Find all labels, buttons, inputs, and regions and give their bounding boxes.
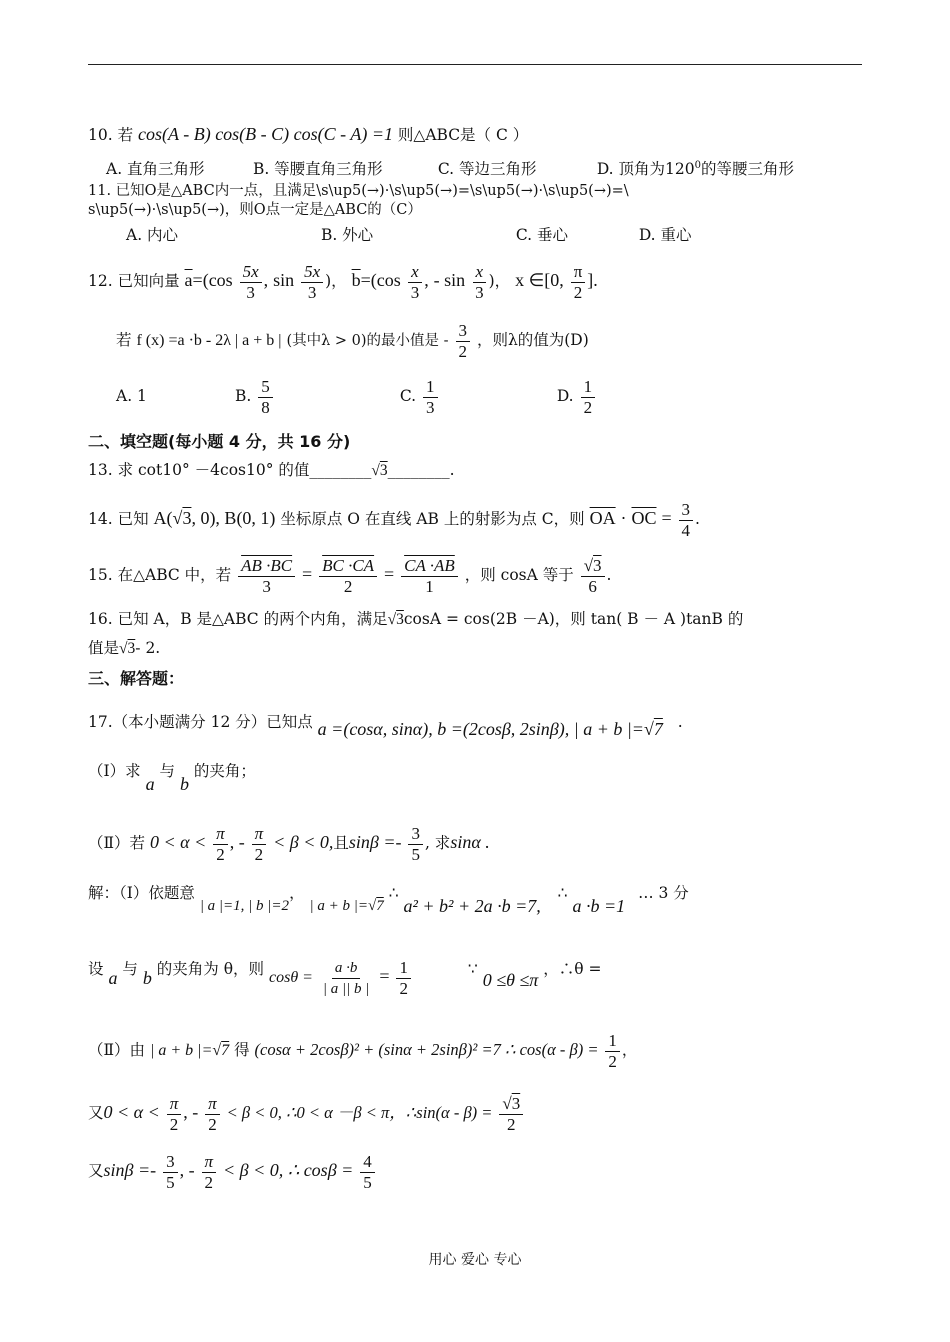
math-expression: cosθ = — [268, 969, 313, 986]
vector-a: a — [145, 774, 155, 794]
solution-text: （Ⅱ）由 — [88, 1041, 146, 1059]
math-expression: =(cos — [192, 270, 233, 290]
therefore-symbol: ∴ — [388, 884, 399, 902]
math-expression: , - — [229, 832, 245, 852]
fraction — [472, 262, 487, 303]
denominator: 6 — [588, 576, 597, 596]
option-a: A. 直角三角形 — [106, 160, 205, 179]
radicand: 3 — [182, 508, 192, 528]
score-note: … 3 分 — [638, 884, 689, 902]
math-expression: )， — [488, 272, 511, 290]
denominator: 1 — [425, 576, 434, 596]
radicand: 3 — [396, 611, 404, 628]
fraction — [167, 1094, 182, 1135]
math-expression: , 0), B(0, 1) — [191, 508, 276, 528]
equals: = — [379, 966, 390, 986]
vector-b: b — [142, 968, 152, 988]
denominator: 2 — [573, 282, 583, 302]
sqrt: √7 — [643, 719, 663, 739]
fraction — [252, 824, 267, 865]
question-14 — [88, 496, 880, 541]
option-b: B. 外心 — [320, 226, 374, 244]
solution-text: 得 — [234, 1041, 250, 1059]
top-rule — [88, 64, 862, 65]
question-number: 12. — [88, 272, 113, 290]
denominator: 2 — [208, 1114, 217, 1134]
math-expression — [150, 1042, 229, 1059]
solution-line-3 — [88, 1028, 880, 1073]
question-10 — [88, 124, 880, 145]
sqrt: √7 — [212, 1042, 230, 1059]
math-expression: a² + b² + 2a ·b =7, — [403, 896, 541, 916]
numerator: 5x — [301, 262, 323, 283]
question-12 — [88, 258, 880, 303]
math-expression: sinβ =- — [103, 1160, 157, 1180]
numerator: √3 — [581, 556, 605, 577]
solution-text: 设 — [88, 960, 104, 978]
question-11-line-2: s\up5(→)·\s\up5(→)，则O点一定是△ABC的（C） — [88, 202, 422, 218]
radicand: 7 — [221, 1042, 230, 1059]
option-label: B. — [234, 387, 252, 405]
period: . — [606, 566, 612, 584]
denominator: 8 — [261, 397, 270, 417]
radicand: 7 — [653, 719, 663, 739]
fraction — [408, 824, 423, 865]
option-d-text: D. 顶角为120 — [596, 160, 695, 179]
denominator: 3 — [246, 282, 255, 302]
fraction — [571, 262, 586, 303]
math-expression: )， — [325, 272, 347, 290]
math-expression: < β < 0, — [273, 832, 334, 852]
option-label: D. — [556, 387, 574, 405]
vector-a: a — [108, 968, 118, 988]
numerator: 1 — [423, 377, 438, 398]
math-expression: A( — [153, 508, 173, 528]
question-text: 13. 求 cot10° －4cos10° 的值________ — [88, 461, 372, 479]
fraction — [423, 377, 438, 418]
math-expression: sinβ =- — [348, 832, 402, 852]
vector-oa: $\overline{OA}$ — [589, 508, 616, 528]
solution-text: ，∴θ = — [543, 960, 602, 978]
numerator: 3 — [408, 824, 423, 845]
numerator: 5 — [258, 377, 273, 398]
question-text: 与 — [159, 762, 176, 780]
option-b: B. 等腰直角三角形 — [252, 160, 383, 179]
solution-text: 又 — [88, 1104, 104, 1122]
solution-text: ， — [621, 1041, 638, 1059]
vector-oc: $\overline{OC}$ — [631, 508, 657, 528]
numerator: π — [213, 824, 228, 845]
question-text: 值是 — [88, 639, 120, 657]
sqrt: √3 — [119, 640, 136, 657]
math-expression: cos(A - B) cos(B - C) cos(C - A) =1 — [138, 124, 393, 144]
fraction — [605, 1031, 620, 1072]
question-text: 已知 — [117, 510, 149, 528]
question-text: (其中λ > 0)的最小值是 - — [286, 333, 449, 349]
question-text: 若 — [117, 126, 134, 144]
option-c: C. 等边三角形 — [437, 160, 537, 179]
math-expression — [310, 898, 384, 914]
denominator: 2 — [507, 1114, 516, 1134]
solution-text: 解：（Ⅰ）依题意 — [88, 884, 195, 902]
fraction — [319, 556, 377, 597]
solution-line-2 — [88, 946, 880, 998]
question-text: （Ⅰ）求 — [88, 762, 141, 780]
dot-operator: · — [620, 508, 627, 528]
question-17-part-1 — [88, 760, 880, 794]
numerator: 5x — [240, 262, 262, 283]
solution-line-1 — [88, 880, 880, 916]
question-12-options — [116, 374, 880, 418]
question-number: 10. — [88, 126, 113, 144]
denominator: 3 — [475, 282, 484, 302]
math-expression: sin — [273, 270, 295, 290]
math-expression: a ·b =1 — [572, 896, 626, 916]
question-text: 16. 已知 A，B 是△ABC 的两个内角，满足 — [88, 610, 388, 628]
sqrt: √3 — [172, 508, 192, 528]
period: . — [695, 510, 700, 528]
solution-text: 与 — [122, 960, 138, 978]
numerator: 1 — [581, 377, 596, 398]
question-17 — [88, 703, 880, 740]
therefore-symbol: ∴ — [557, 884, 568, 902]
radicand: 3 — [127, 640, 136, 657]
numerator: π — [571, 262, 586, 283]
vector-b: $\overline{b}$ — [351, 270, 361, 290]
denominator: 3 — [262, 576, 271, 596]
fraction — [581, 556, 605, 597]
denominator: 2 — [608, 1051, 617, 1071]
question-15: 15. 在△ABC 中，若 $\frac{AB \cdot BC}{3}$ = $\frac{BC \cdot CA}{2}$ = $\frac{CA \cdot AB}{1}$ ，则 cosA 等于 $\frac{√3}{6}$ . — [88, 555, 612, 596]
question-text: （Ⅱ）若 — [88, 834, 146, 852]
question-10-options — [106, 156, 880, 179]
question-text: 15. 在△ABC 中，若 — [88, 566, 232, 584]
denominator: 2 — [583, 397, 593, 417]
vector-a: $\overline{a}$ — [184, 270, 193, 290]
denominator: 2 — [343, 576, 353, 596]
question-text: 且 — [333, 834, 349, 852]
math-expression: 0 ≤θ ≤π — [482, 970, 539, 990]
question-text: 的夹角； — [193, 762, 256, 780]
fraction — [163, 1152, 178, 1193]
option-d — [557, 374, 597, 418]
denominator: 3 — [307, 282, 317, 302]
solution-line-5 — [88, 1148, 880, 1193]
question-number: 14. — [88, 510, 113, 528]
denominator: 2 — [399, 978, 408, 998]
solution-text: 的夹角为 θ，则 — [156, 960, 265, 978]
question-text: cosA = cos(2B －A)，则 tan( B － A )tanB 的 — [403, 610, 744, 628]
fraction — [258, 377, 273, 418]
fraction — [679, 500, 694, 541]
question-text: , 求 — [424, 834, 451, 852]
fraction — [213, 824, 228, 865]
numerator: π — [167, 1094, 182, 1115]
denominator: 2 — [216, 844, 225, 864]
denominator: 3 — [426, 397, 435, 417]
denominator: | a || b | — [322, 980, 370, 997]
section-heading: 三、解答题： — [88, 669, 185, 688]
fraction — [396, 958, 411, 999]
fraction — [205, 1094, 220, 1135]
fraction — [202, 1152, 217, 1193]
radicand: 3 — [593, 555, 602, 575]
numerator: 1 — [396, 958, 411, 979]
question-text: 则△ABC是（ C ） — [397, 126, 529, 144]
numerator: π — [205, 1094, 220, 1115]
question-16-line-2 — [88, 638, 880, 659]
expression-text: | a + b |= — [309, 898, 369, 914]
vector-b: b — [179, 774, 189, 794]
math-expression: f (x) =a ·b - 2λ | a + b | — [136, 332, 282, 349]
radicand: 7 — [376, 898, 384, 914]
numerator: 3 — [679, 500, 694, 521]
question-text: 坐标原点 O 在直线 AB 上的射影为点 C，则 — [280, 510, 585, 528]
question-17-part-2 — [88, 820, 880, 865]
numerator: a ·b — [332, 958, 361, 979]
math-expression: 0 < α < — [103, 1102, 160, 1122]
fraction — [360, 1152, 375, 1193]
question-text: 已知向量 — [117, 272, 180, 290]
sqrt: √3 — [387, 611, 404, 628]
radicand: 3 — [379, 462, 388, 479]
solution-text: 又 — [88, 1162, 104, 1180]
option-d — [597, 160, 794, 178]
math-expression: | a |=1, | b |=2 — [199, 898, 290, 914]
denominator: 2 — [458, 341, 467, 361]
denominator: 2 — [169, 1114, 179, 1134]
solution-text: ， — [289, 884, 305, 902]
math-expression: , - — [183, 1102, 199, 1122]
option-b — [235, 374, 395, 418]
question-12-line-2 — [116, 318, 880, 363]
fraction — [238, 556, 295, 597]
math-expression: x ∈[0, — [515, 270, 564, 290]
question-text: 若 — [116, 331, 132, 349]
numerator: x — [473, 262, 487, 283]
because-symbol: ∵ — [467, 960, 478, 978]
option-a: A. 1 — [116, 387, 147, 405]
numerator: 1 — [605, 1031, 620, 1052]
expression-text: a =(cosα, sinα), b =(2cosβ, 2sinβ), | a + b |= — [317, 719, 644, 739]
denominator: 5 — [363, 1172, 372, 1192]
math-expression: , - — [179, 1160, 195, 1180]
option-c: C. 垂心 — [515, 226, 569, 244]
denominator: 3 — [410, 282, 420, 302]
radicand: 3 — [511, 1093, 521, 1113]
math-expression: - sin — [433, 270, 466, 290]
fraction — [581, 377, 596, 418]
option-d-text: 的等腰三角形 — [701, 160, 795, 179]
math-expression: =(cos — [360, 270, 401, 290]
expression-text: | a + b |= — [149, 1042, 213, 1059]
numerator: 4 — [360, 1152, 375, 1173]
math-expression — [318, 719, 663, 739]
denominator: 2 — [254, 844, 264, 864]
numerator: 3 — [456, 321, 471, 342]
question-13 — [88, 460, 880, 481]
math-expression: sinα . — [450, 832, 490, 852]
answer-text: - 2. — [135, 639, 161, 657]
math-expression: < β < 0, ∴0 < α －β < π，∴sin(α - β) = — [226, 1103, 493, 1122]
math-expression: ]. — [587, 270, 598, 290]
question-11-line-1: 11. 已知O是△ABC内一点，且满足\s\up5(→)·\s\up5(→)=\s\up5(→)·\s\up5(→)=\ — [88, 183, 629, 199]
fraction — [499, 1094, 523, 1135]
sqrt: √3 — [371, 462, 388, 479]
solution-line-4 — [88, 1090, 880, 1135]
question-16-line-1 — [88, 609, 880, 630]
option-label: C. — [399, 387, 417, 405]
fraction — [240, 262, 262, 303]
fraction — [301, 262, 323, 303]
numerator: π — [202, 1152, 217, 1173]
question-11-options — [126, 225, 880, 245]
numerator: π — [252, 824, 267, 845]
period: . — [677, 713, 683, 731]
comma: , — [263, 270, 269, 290]
denominator: 2 — [204, 1172, 214, 1192]
denominator: 5 — [411, 844, 420, 864]
denominator: 5 — [166, 1172, 175, 1192]
section-heading: 二、填空题(每小题 4 分，共 16 分) — [88, 432, 351, 451]
equals: = — [661, 508, 672, 528]
fraction — [408, 262, 423, 303]
question-text: ，则λ的值为(D) — [476, 331, 589, 349]
question-text: ________. — [387, 461, 455, 479]
question-text: 17.（本小题满分 12 分）已知点 — [88, 713, 313, 731]
sqrt: √7 — [368, 898, 384, 914]
math-expression: (cosα + 2cosβ)² + (sinα + 2sinβ)² =7 ∴ cos(α - β) = — [254, 1040, 599, 1059]
numerator: 3 — [163, 1152, 178, 1173]
fraction — [401, 556, 458, 597]
option-d: D. 重心 — [638, 226, 692, 244]
fraction — [320, 958, 373, 999]
numerator: x — [408, 262, 422, 283]
numerator: AB ·BC — [238, 556, 295, 577]
numerator: CA ·AB — [401, 556, 458, 577]
numerator: √3 — [499, 1094, 523, 1115]
page-footer: 用心 爱心 专心 — [428, 1252, 522, 1268]
comma: , — [424, 270, 429, 290]
option-c — [400, 374, 552, 418]
superscript: 0 — [694, 160, 702, 171]
math-expression: < β < 0, ∴ cosβ = — [222, 1160, 354, 1180]
math-expression: 0 < α < — [149, 832, 207, 852]
option-a: A. 内心 — [126, 226, 179, 244]
numerator: BC ·CA — [319, 556, 377, 577]
question-text: ，则 cosA 等于 — [464, 566, 574, 584]
denominator: 4 — [681, 520, 691, 540]
fraction — [456, 321, 471, 362]
